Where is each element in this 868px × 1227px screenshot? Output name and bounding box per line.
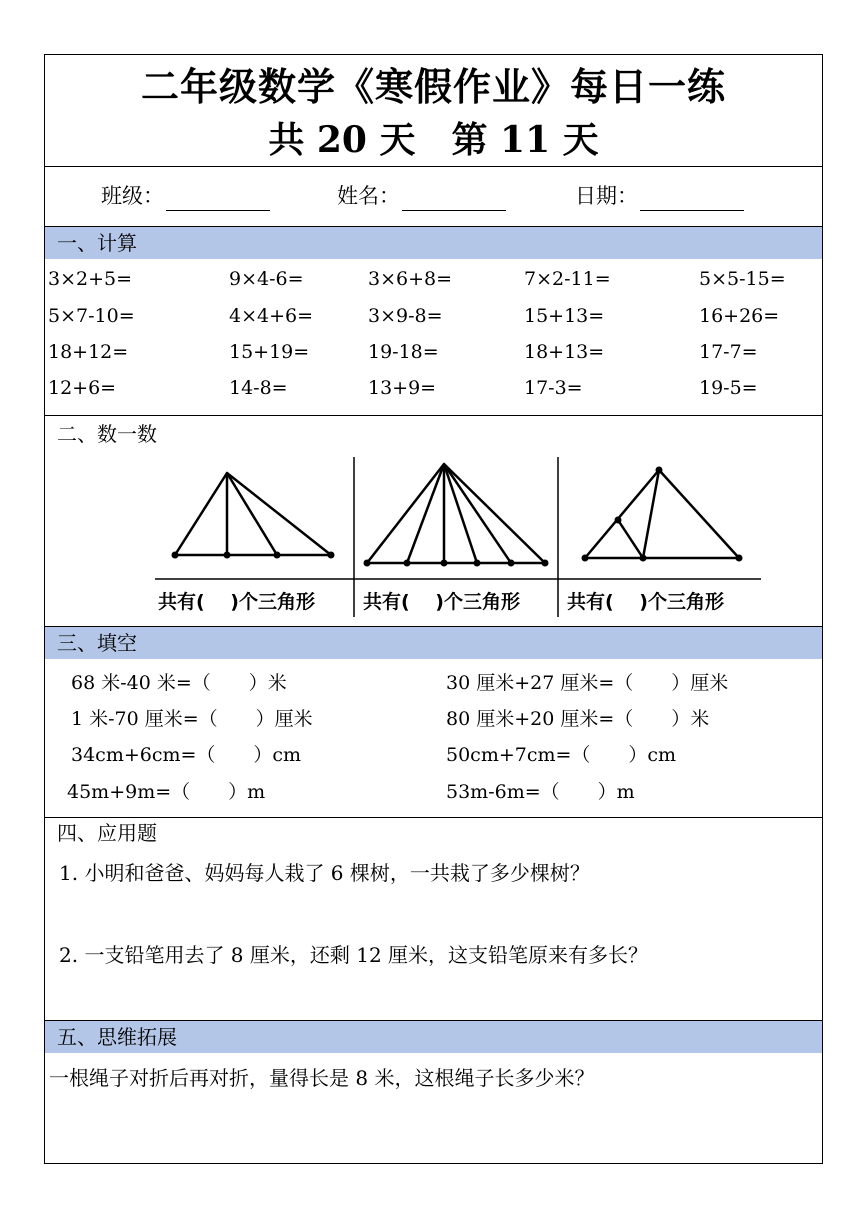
figure-3-caption: 共有( )个三角形 bbox=[567, 591, 724, 613]
fill-blank-item: 34cm+6cm=（ ）cm bbox=[71, 744, 302, 766]
thinking-problem: 一根绳子对折后再对折，量得长是 8 米，这根绳子长多少米？ bbox=[49, 1066, 595, 1090]
fill-blank-item: 68 米-40 米=（ ）米 bbox=[71, 672, 287, 694]
date-label: 日期： bbox=[575, 184, 638, 208]
calc-problem: 9×4-6= bbox=[229, 268, 304, 290]
calc-problem: 15+19= bbox=[229, 341, 310, 363]
calc-problem: 5×7-10= bbox=[48, 305, 135, 327]
fill-blank-item: 45m+9m=（ ）m bbox=[67, 781, 266, 803]
calc-problem: 3×2+5= bbox=[48, 268, 133, 290]
calc-problem: 18+13= bbox=[524, 341, 605, 363]
section3-header bbox=[45, 627, 822, 659]
section1-title: 一、计算 bbox=[57, 231, 137, 255]
section5-title: 五、思维拓展 bbox=[57, 1025, 177, 1049]
calc-problem: 4×4+6= bbox=[229, 305, 314, 327]
triangle-figure-3 bbox=[585, 470, 739, 558]
calc-problem: 18+12= bbox=[48, 341, 129, 363]
name-label: 姓名： bbox=[337, 184, 400, 208]
section5-header bbox=[45, 1021, 822, 1053]
class-label: 班级： bbox=[101, 184, 164, 208]
calc-problem: 3×9-8= bbox=[368, 305, 443, 327]
section2-title: 二、数一数 bbox=[57, 422, 157, 446]
fill-blank-item: 50cm+7cm=（ ）cm bbox=[446, 744, 677, 766]
figure-2-caption: 共有( )个三角形 bbox=[363, 591, 520, 613]
worksheet bbox=[44, 54, 823, 1164]
calc-problem: 15+13= bbox=[524, 305, 605, 327]
calc-problem: 19-18= bbox=[368, 341, 439, 363]
fill-blank-item: 53m-6m=（ ）m bbox=[446, 781, 635, 803]
section3-title: 三、填空 bbox=[57, 631, 137, 655]
calc-problem: 13+9= bbox=[368, 377, 437, 399]
page-subtitle: 共 20 天 第 11 天 bbox=[268, 119, 599, 161]
page-title: 二年级数学《寒假作业》每日一练 bbox=[140, 64, 726, 109]
fill-blank-item: 1 米-70 厘米=（ ）厘米 bbox=[71, 708, 313, 730]
calc-problem: 16+26= bbox=[699, 305, 780, 327]
fill-blank-item: 80 厘米+20 厘米=（ ）米 bbox=[446, 708, 710, 730]
calc-problem: 17-7= bbox=[699, 341, 758, 363]
triangle-figures bbox=[45, 55, 824, 635]
word-problem-1: 1. 小明和爸爸、妈妈每人栽了 6 棵树，一共栽了多少棵树？ bbox=[59, 861, 590, 885]
figure-1-caption: 共有( )个三角形 bbox=[158, 591, 315, 613]
calc-problem: 5×5-15= bbox=[699, 268, 786, 290]
triangle-figure-1 bbox=[175, 473, 331, 555]
section4-title: 四、应用题 bbox=[57, 821, 157, 845]
triangle-figure-2 bbox=[367, 464, 545, 563]
calc-problem: 12+6= bbox=[48, 377, 117, 399]
calc-problem: 17-3= bbox=[524, 377, 583, 399]
calc-problem: 3×6+8= bbox=[368, 268, 453, 290]
calc-problem: 14-8= bbox=[229, 377, 288, 399]
fill-blank-item: 30 厘米+27 厘米=（ ）厘米 bbox=[446, 672, 729, 694]
calc-problem: 7×2-11= bbox=[524, 268, 611, 290]
calc-problem: 19-5= bbox=[699, 377, 758, 399]
word-problem-2: 2. 一支铅笔用去了 8 厘米，还剩 12 厘米，这支铅笔原来有多长？ bbox=[59, 943, 649, 967]
divider bbox=[45, 817, 822, 818]
